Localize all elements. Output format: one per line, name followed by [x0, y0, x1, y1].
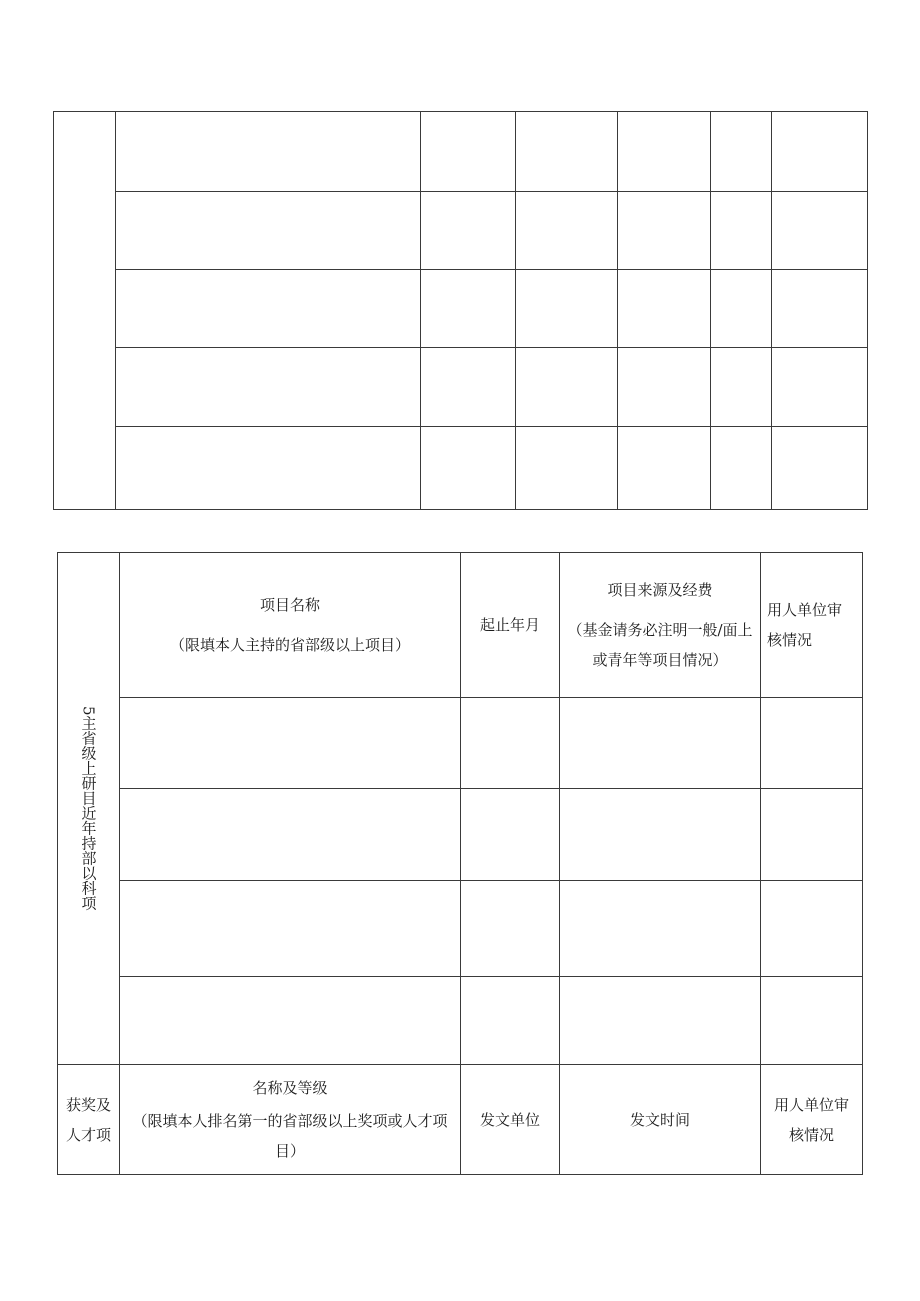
table-cell[interactable]: [120, 789, 461, 881]
table-cell[interactable]: [560, 881, 761, 977]
table-cell[interactable]: [560, 698, 761, 789]
award-issuer-heading: 发文单位: [479, 1110, 540, 1129]
table-cell[interactable]: [772, 112, 868, 192]
table-row: [54, 427, 868, 510]
table-row: [54, 270, 868, 348]
table-cell[interactable]: [120, 977, 461, 1065]
table-cell[interactable]: [772, 427, 868, 510]
table-cell[interactable]: [772, 348, 868, 427]
table-cell[interactable]: [421, 192, 516, 270]
table-cell[interactable]: [516, 427, 618, 510]
table-row: [54, 112, 868, 192]
table-cell[interactable]: [761, 977, 863, 1065]
table-row: [58, 977, 863, 1065]
table-cell[interactable]: [421, 270, 516, 348]
table-cell[interactable]: [711, 192, 772, 270]
project-name-note: （限填本人主持的省部级以上项目）: [169, 636, 410, 654]
project-name-heading: 项目名称: [259, 596, 320, 614]
section-label-cell: [54, 112, 116, 510]
table-cell[interactable]: [461, 977, 560, 1065]
table-cell[interactable]: [560, 789, 761, 881]
table-cell[interactable]: [516, 270, 618, 348]
award-label: 获奖及人才项: [65, 1095, 111, 1144]
table-cell[interactable]: [461, 789, 560, 881]
table-row: [58, 698, 863, 789]
table-cell[interactable]: [772, 192, 868, 270]
header-review: [761, 553, 863, 698]
award-label-cell: [58, 1065, 120, 1175]
source-funding-heading: 项目来源及经费: [607, 581, 713, 599]
table-cell[interactable]: [761, 789, 863, 881]
award-review-cell: [761, 1065, 863, 1175]
table-row: [54, 192, 868, 270]
table-cell[interactable]: [711, 348, 772, 427]
table-cell[interactable]: [618, 270, 711, 348]
award-name-level-heading: 名称及等级: [252, 1079, 328, 1097]
table-cell[interactable]: [772, 270, 868, 348]
table-cell[interactable]: [116, 427, 421, 510]
section-label-cell: [58, 553, 120, 1065]
table-cell[interactable]: [560, 977, 761, 1065]
table-cell[interactable]: [461, 881, 560, 977]
table-cell[interactable]: [421, 112, 516, 192]
table-cell[interactable]: [116, 270, 421, 348]
award-review-heading: 用人单位审核情况: [773, 1095, 849, 1144]
table-cell[interactable]: [116, 348, 421, 427]
table-cell[interactable]: [618, 427, 711, 510]
projects-table: [57, 552, 863, 1175]
table-cell[interactable]: [711, 112, 772, 192]
table-cell[interactable]: [761, 881, 863, 977]
header-project-name: [120, 553, 461, 698]
table-cell[interactable]: [120, 881, 461, 977]
table-cell[interactable]: [116, 112, 421, 192]
award-time-heading: 发文时间: [629, 1110, 690, 1129]
award-time-cell: [560, 1065, 761, 1175]
award-name-level-cell: [120, 1065, 461, 1175]
header-period: [461, 553, 560, 698]
table-cell[interactable]: [711, 427, 772, 510]
table-row: [58, 881, 863, 977]
header-source-funding: [560, 553, 761, 698]
table-cell[interactable]: [711, 270, 772, 348]
continuation-table: [53, 111, 868, 510]
table-cell[interactable]: [516, 192, 618, 270]
table-cell[interactable]: [618, 348, 711, 427]
table-header-row: [58, 553, 863, 698]
table-cell[interactable]: [516, 112, 618, 192]
table-cell[interactable]: [461, 698, 560, 789]
period-heading: 起止年月: [479, 616, 540, 634]
section-number: 5: [79, 706, 98, 716]
table-row: [58, 789, 863, 881]
table-row: [54, 348, 868, 427]
table-cell[interactable]: [618, 112, 711, 192]
table-cell[interactable]: [120, 698, 461, 789]
review-heading: 用人单位审核情况: [767, 601, 843, 649]
table-cell[interactable]: [421, 348, 516, 427]
award-row: [58, 1065, 863, 1175]
table-cell[interactable]: [618, 192, 711, 270]
award-issuer-cell: [461, 1065, 560, 1175]
source-funding-note: （基金请务必注明一般/面上或青年等项目情况）: [567, 621, 753, 669]
section-label: [78, 706, 100, 911]
section-label-text: 主省级上研目近年持部以科项: [79, 715, 98, 911]
table-cell[interactable]: [421, 427, 516, 510]
table-cell[interactable]: [761, 698, 863, 789]
table-cell[interactable]: [116, 192, 421, 270]
table-cell[interactable]: [516, 348, 618, 427]
award-name-level-note: （限填本人排名第一的省部级以上奖项或人才项目）: [132, 1112, 448, 1160]
